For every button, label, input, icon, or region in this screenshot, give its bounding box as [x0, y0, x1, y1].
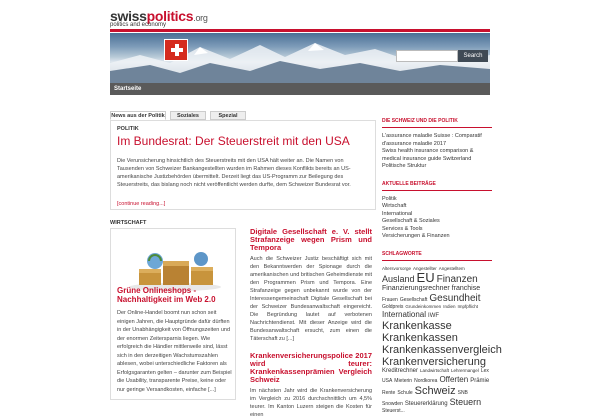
tag-link[interactable]: Impfpflicht: [457, 304, 478, 309]
sidebar-link[interactable]: L'assurance maladie Suisse : Comparatif d'assurance maladie 2017: [382, 133, 482, 147]
wirtschaft-title-link[interactable]: Grüne Onlineshops - Nachhaltigkeit im Web 2.0: [117, 286, 216, 304]
tag-link[interactable]: Rente: [382, 390, 396, 396]
tab-spezial[interactable]: Spezial: [210, 111, 246, 120]
tag-link[interactable]: IWF: [428, 313, 440, 319]
search-button[interactable]: Search: [458, 50, 488, 62]
sidebar-divider: [382, 190, 492, 191]
tag-cloud: [382, 265, 502, 415]
sidebar-divider: [382, 260, 492, 261]
tag-link[interactable]: Krankenkassen: [382, 332, 458, 344]
logo-tld: .org: [193, 13, 208, 23]
tag-link[interactable]: International: [382, 310, 427, 319]
tag-link[interactable]: Frauen: [382, 297, 398, 303]
tag-link[interactable]: franchise: [451, 285, 481, 292]
nav-item-startseite[interactable]: Startseite: [114, 86, 142, 92]
tag-link[interactable]: Schule: [397, 390, 413, 396]
tag-link[interactable]: Offerten: [439, 375, 469, 384]
logo-politics: politics: [146, 8, 194, 24]
tag-link[interactable]: Grundeinkommen: [405, 304, 442, 309]
tag-link[interactable]: Gesellschaft: [399, 297, 428, 303]
featured-article: [110, 120, 376, 210]
featured-title-link[interactable]: Im Bundesrat: Der Steuerstreit mit den USA: [117, 134, 350, 148]
search-input[interactable]: [396, 50, 458, 62]
featured-excerpt: Die Verunsicherung hinsichtlich des Steuerstreits mit den USA hält weiter an. Die Namen von Tausenden von Schweizer Bankangestellten wurden im Rahmen dieses Konflikts bereits an US-amerikanische Justizbehörden übermittelt. Derzeit liegt das US-Programm zur Beilegung des Steuerstreits, das bislang noch nicht veröffentlicht werden durfte, dem Schweizer Bundesrat vor.: [117, 158, 351, 188]
tag-link[interactable]: Angestellter: [413, 265, 437, 271]
wirtschaft-article: [110, 228, 236, 400]
featured-continue-link[interactable]: [continue reading...]: [117, 201, 166, 207]
tag-link[interactable]: EU: [416, 270, 435, 285]
sidebar-link[interactable]: Gesellschaft & Soziales: [382, 218, 440, 224]
sidebar: [382, 118, 502, 414]
tag-link[interactable]: Finanzierungsrechner: [382, 285, 450, 292]
sidebar-link[interactable]: Politik: [382, 195, 397, 202]
article-excerpt: Im nächsten Jahr wird die Krankenversicherung im Vergleich zu 2016 durchschnittlich um 4,5% teurer. Im Kanton Luzern steigen die Kosten für einen: [250, 388, 372, 418]
tag-link[interactable]: Indien: [443, 304, 456, 309]
tag-link[interactable]: Steuerst...: [382, 408, 405, 414]
section-heading-wirtschaft: WIRTSCHAFT: [110, 220, 147, 226]
logo-tagline: politics and economy: [110, 22, 167, 28]
sidebar-link[interactable]: Wirtschaft: [382, 203, 407, 209]
header-divider: [110, 29, 490, 32]
tag-link[interactable]: USA: [382, 378, 393, 384]
tag-link[interactable]: Snowden: [382, 401, 403, 407]
shopping-boxes-image: [125, 249, 225, 291]
swiss-flag-icon: [164, 39, 188, 61]
tag-link[interactable]: Lex: [480, 368, 489, 374]
logo-swiss: swiss: [110, 8, 147, 24]
tag-link[interactable]: Goldpreis: [382, 304, 404, 310]
tag-link[interactable]: SNB: [457, 390, 468, 396]
tag-link[interactable]: Ausland: [382, 274, 415, 284]
article-title-link[interactable]: Digitale Gesellschaft e. V. stellt Strafanzeige wegen Prism und Tempora: [250, 227, 372, 252]
sidebar-heading: DIE SCHWEIZ UND DIE POLITIK: [382, 118, 458, 124]
sidebar-link[interactable]: Versicherungen & Finanzen: [382, 233, 450, 239]
tag-link[interactable]: Mieterin: [394, 378, 413, 384]
tag-link[interactable]: Gesundheit: [429, 293, 481, 304]
tag-link[interactable]: Nordkorea: [414, 378, 438, 384]
sidebar-link[interactable]: International: [382, 210, 413, 217]
sidebar-link[interactable]: Swiss health insurance comparison & medical insurance guide Switzerland: [382, 148, 474, 162]
middle-column: [250, 228, 372, 419]
tag-link[interactable]: Steuern: [449, 397, 482, 407]
tag-link[interactable]: Altersvorsorge: [382, 265, 412, 271]
tag-link[interactable]: Prämie: [470, 378, 490, 384]
tab-news-aus-der-politik[interactable]: News aus der Politik: [111, 113, 165, 119]
sidebar-list-beitraege: [382, 196, 492, 241]
tag-link[interactable]: Schweiz: [414, 385, 456, 397]
sidebar-link[interactable]: Services & Tools: [382, 225, 423, 232]
tab-soziales[interactable]: Soziales: [170, 111, 206, 120]
sidebar-list-schweiz: [382, 133, 492, 171]
sidebar-divider: [382, 127, 492, 128]
featured-category: POLITIK: [117, 126, 139, 132]
tag-link[interactable]: Krankenkassenvergleich: [382, 344, 502, 356]
tag-link[interactable]: Lehrermangel: [451, 368, 479, 373]
sidebar-heading: AKTUELLE BEITRÄGE: [382, 180, 436, 187]
article-title-link[interactable]: Krankenversicherungspolice 2017 wird teurer: Krankenkassenprämien Vergleich Schweiz: [250, 351, 372, 384]
main-nav: [110, 83, 490, 95]
article-excerpt: Auch die Schweizer Justiz beschäftigt sich mit den Bekanntwerden der Spionage durch die amerikanischen und britischen Geheimdienste mit den Programmen Prism und Tempora. Eine Strafanzeige gegen unbekannt wurde von der Interessengemeinschaft Digitale Gesellschaft bei der Schweizer Bundesanwaltschaft eingereicht. Die Begründung lautet auf verbotenen Nachrichtendienst. Mit dieser Anzeige wird die Bundesanwaltschaft ersucht, zum einen die Täterschaft zu [...]: [250, 256, 372, 342]
tag-link[interactable]: Landwirtschaft: [420, 368, 450, 373]
tag-link[interactable]: Kreditrechner: [382, 368, 419, 374]
tag-link[interactable]: Krankenkasse: [382, 320, 452, 332]
tag-link[interactable]: Finanzen: [436, 274, 478, 285]
tag-link[interactable]: Angestelltem: [438, 265, 465, 271]
wirtschaft-excerpt: Der Online-Handel boomt nun schon seit einigen Jahren, die Hauptgründe dafür dürften in der Unabhängigkeit von Öffnungszeiten und der enormen Zeitersparnis liegen. Wie erfolgreich die Händler mittlerweile sind, lässt sich in den derzeitigen Wachstumszahlen ablesen, wobei unterschiedliche Faktoren als Erfolgsgaranten gelten – darunter zum Beispiel die Usability, transparente Preise, keine oder nur geringe Versandkosten, einfache [...]: [117, 310, 232, 393]
sidebar-heading: SCHLAGWORTE: [382, 250, 422, 257]
tag-link[interactable]: Krankenversicherung: [382, 356, 486, 368]
tag-link[interactable]: Steuererklärung: [404, 401, 448, 407]
sidebar-link[interactable]: Politische Struktur: [382, 163, 427, 169]
